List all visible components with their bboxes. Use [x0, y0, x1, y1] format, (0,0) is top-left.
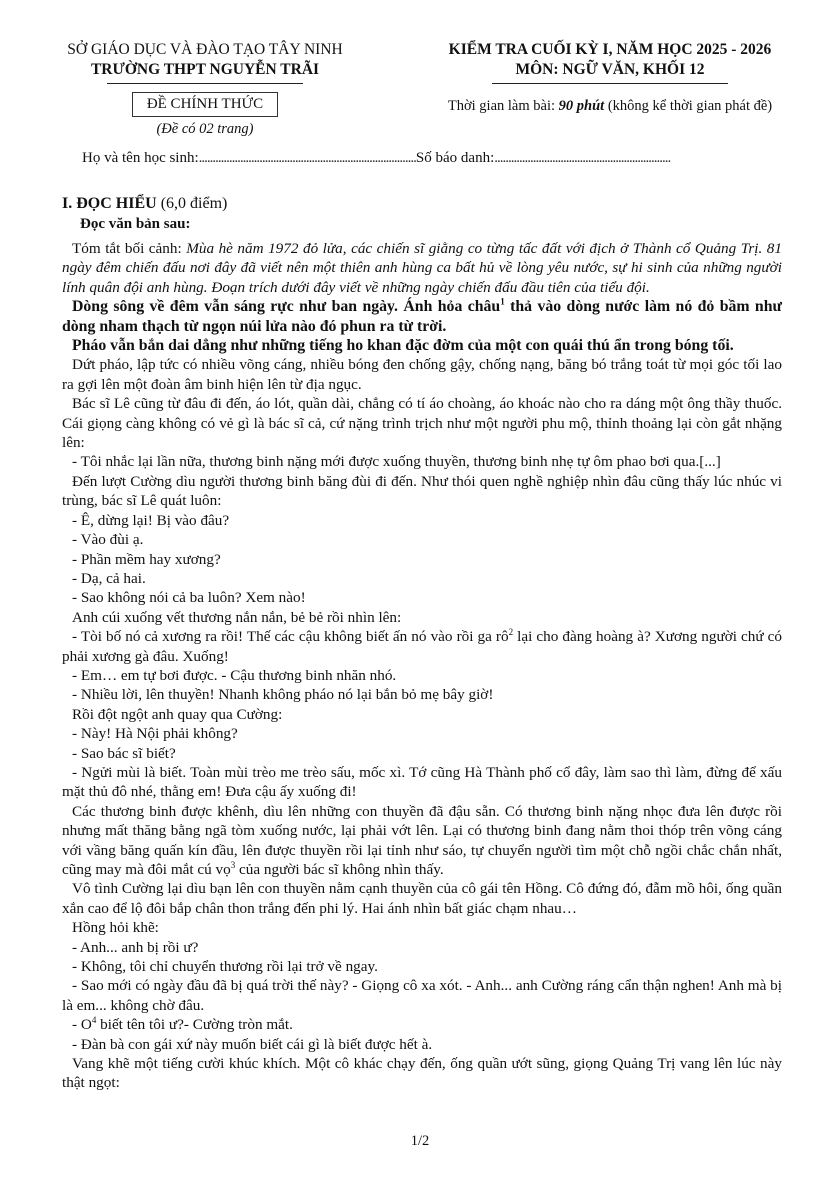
passage-dialogue: - Này! Hà Nội phải không?: [72, 725, 238, 743]
passage-paragraph: Anh cúi xuống vết thương nắn nắn, bẻ bẻ rồi nhìn lên:: [72, 608, 402, 626]
passage-dialogue: - Ê, dừng lại! Bị vào đâu?: [72, 511, 230, 529]
time-prefix: Thời gian làm bài:: [447, 98, 559, 114]
passage-dialogue: - Sao mới có ngày đầu đã bị quá trời thế này? - Giọng cô xa xót. - Anh... anh Cường ráng cẩn thận nghen! Anh mà bị là em... không chờ đâu.: [62, 977, 782, 1014]
footnote-ref: 1: [500, 296, 505, 307]
student-name-label: Họ và tên học sinh:: [82, 150, 199, 166]
context-summary: [62, 239, 782, 297]
passage-dialogue: - Ngửi mùi là biết. Toàn mùi trèo me trèo sấu, mốc xì. Tớ cũng Hà Thành phố cổ đây, làm sao thì làm, đừng để xấu mặt thủ đô nhé, thằng em! Đưa cậu ấy xuống đi!: [62, 763, 782, 801]
passage-paragraph: Các thương binh được khênh, dìu lên những con thuyền đã đậu sẵn. Có thương binh nặng nhọc đưa lên được rồi nhưng mất thăng bằng ngã tòm xuống nước, lại phải vớt lên. Lại có thương binh đang nằm thoi thóp trên võng cáng với vầng băng quấn kín đầu, lên được thuyền rồi lại tỉnh như sáo, tự chuyển người tìm một chỗ ngồi chắc chắn nhất, cũng may mà đôi mắt cú vọ$^3$ của người bác sĩ không nhìn thấy.: [62, 802, 782, 878]
reading-instruction: Đọc văn bản sau:: [80, 216, 191, 232]
section-points: (6,0 điểm): [156, 195, 228, 212]
page-number: 1/2: [410, 1133, 430, 1149]
context-label: Tóm tắt bối cảnh:: [72, 240, 187, 257]
passage-paragraph: Pháo vẫn bắn dai dẳng như những tiếng ho khan đặc đờm của một con quái thú ẩn trong bóng tối.: [72, 337, 734, 355]
department-name: SỞ GIÁO DỤC VÀ ĐÀO TẠO TÂY NINH: [67, 41, 343, 58]
student-info: [82, 150, 782, 167]
subject-title: MÔN: NGỮ VĂN, KHỐI 12: [515, 61, 705, 78]
passage-paragraph: Vang khẽ một tiếng cười khúc khích. Một cô khác chạy đến, ống quần ướt sũng, giọng Quảng Trị vang lên lúc này thật ngọt:: [62, 1055, 782, 1092]
passage-dialogue: - Sao không nói cả ba luôn? Xem nào!: [72, 589, 306, 607]
section-title: [62, 195, 782, 213]
passage-paragraph: Đến lượt Cường dìu người thương binh băng đùi đi đến. Như thói quen nghề nghiệp nhìn đâu cũng thấy lúc nhúc vi trùng, bác sĩ Lê quát luôn:: [62, 472, 782, 510]
footnote-ref: 2: [508, 627, 514, 638]
student-id-field: ................................................................: [494, 150, 671, 166]
header-right: [390, 40, 830, 115]
header-left: [40, 40, 370, 138]
passage-dialogue: - Nhiều lời, lên thuyền! Nhanh không pháo nó lại bắn bỏ mẹ bây giờ!: [72, 686, 494, 704]
passage-paragraph: Dòng sông về đêm vẫn sáng rực như ban ngày. Ánh hỏa châu$^1$ thả vào dòng nước làm nó đỏ bầm như dòng nham thạch từ ngọn núi lửa nào đó phun ra từ trời.: [62, 296, 782, 335]
section-heading: I. ĐỌC HIỂU: [62, 195, 157, 212]
passage-dialogue: - Dạ, cả hai.: [72, 569, 146, 587]
exam-content: [62, 195, 782, 1093]
time-allowed: [390, 98, 830, 115]
exam-title: KIỂM TRA CUỐI KỲ I, NĂM HỌC 2025 - 2026: [448, 41, 772, 58]
passage-paragraph: Dứt pháo, lập tức có nhiều võng cáng, nhiều bóng đen chống gậy, chống nạng, băng bó trắng toát từ mọi góc tối lao ra gợi lên một đoàn âm binh hiện lên từ địa ngục.: [62, 356, 782, 393]
page-count-note: (Đề có 02 trang): [156, 121, 254, 137]
passage-dialogue: - Tôi nhắc lại lần nữa, thương binh nặng mới được xuống thuyền, thương binh nhẹ tự ôm phao bơi qua.[...]: [72, 453, 721, 471]
passage-dialogue: - Đàn bà con gái xứ này muốn biết cái gì là biết được hết à.: [72, 1035, 433, 1053]
time-suffix: (không kể thời gian phát đề): [604, 98, 773, 114]
student-name-field: ...............................................................................: [198, 150, 416, 166]
passage-dialogue: - Phần mềm hay xương?: [72, 550, 221, 568]
passage-dialogue: - Vào đùi ạ.: [72, 531, 144, 549]
passage-dialogue: - Em… em tự bơi được. - Cậu thương binh nhăn nhó.: [72, 666, 397, 684]
passage-paragraph: Rồi đột ngột anh quay qua Cường:: [72, 705, 283, 723]
footnote-ref: 4: [91, 1015, 97, 1026]
time-value: 90 phút: [558, 98, 605, 114]
subject-underline: [492, 83, 728, 84]
context-text: Mùa hè năm 1972 đỏ lửa, các chiến sĩ giằng co từng tấc đất với địch ở Thành cổ Quảng Trị. 81 ngày đêm chiến đấu nơi đây đã viết nên một thiên anh hùng ca bất hủ về lòng yêu nước, sự hi sinh của những người lính quân đội anh hùng. Đoạn trích dưới đây viết về những ngày chiến đấu đầu tiên của tiểu đội.: [62, 240, 782, 296]
passage-paragraph: Vô tình Cường lại dìu bạn lên con thuyền nằm cạnh thuyền của cô gái tên Hồng. Cô đứng đó, đẫm mồ hôi, ống quần xắn cao để lộ đôi bắp chân thon trắng đến phi lý. Hai ánh nhìn bất giác chạm nhau…: [62, 880, 782, 917]
passage-dialogue: - $O^4$ biết tên tôi ư?- Cường tròn mắt.: [72, 1015, 293, 1034]
passage-dialogue: - Sao bác sĩ biết?: [72, 744, 176, 762]
footnote-ref: 3: [230, 859, 236, 870]
passage-dialogue: - Anh... anh bị rồi ư?: [72, 938, 199, 956]
student-id-label: Số báo danh:: [415, 150, 495, 166]
passage-paragraph: Bác sĩ Lê cũng từ đâu đi đến, áo lót, quần dài, chẳng có tí áo choàng, áo khoác nào cho ra dáng một ông thầy thuốc. Cái giọng càng không có vẻ gì là bác sĩ cả, cứ nặng trình trịch như một người phu mộ, thỉnh thoảng lại còn gắt nhặng lên:: [62, 395, 782, 452]
official-badge: ĐỀ CHÍNH THỨC: [132, 92, 278, 117]
school-underline: [107, 83, 303, 84]
school-name: TRƯỜNG THPT NGUYỄN TRÃI: [90, 61, 320, 78]
passage-dialogue: - Không, tôi chỉ chuyển thương rồi lại trở về ngay.: [72, 958, 378, 976]
passage-dialogue: - Tòi bố nó cả xương ra rồi! Thế các cậu không biết ấn nó vào rồi ga $rô^2$ lại cho đàng hoàng à? Xương người chứ có phải xương gà đâu. Xuống!: [62, 627, 783, 665]
passage-paragraph: Hồng hỏi khẽ:: [72, 919, 159, 937]
